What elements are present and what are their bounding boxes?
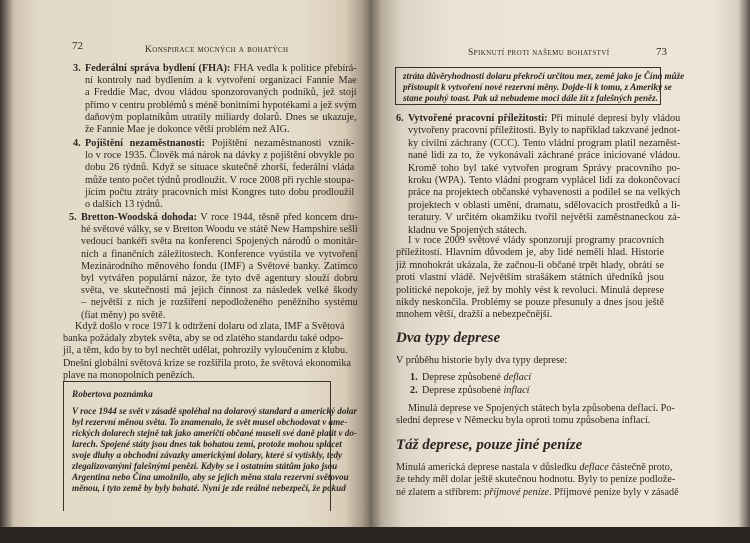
text-line: [396, 235, 664, 247]
list-item-body: [81, 212, 358, 322]
text-line: [396, 403, 675, 415]
text-run: daňovým poplatníkům utratily miliardy dolarů. Dnes se ukazuje,: [85, 111, 357, 123]
text-run: Deprese způsobené: [422, 372, 504, 383]
text-line: [408, 187, 680, 199]
paragraph: [63, 321, 351, 382]
text-run: stane pouhý toast. Pak už nebudeme moci dále žít z falešných peněz.: [403, 93, 658, 103]
text-line: [81, 224, 358, 236]
list-number: 6.: [396, 113, 404, 124]
text-run: Když došlo v roce 1971 k odtržení dolaru od zlata, IMF a Světová: [75, 321, 345, 332]
text-run: lo v roce 1935. Člověk má nárok na dávky z pojištění obvykle po: [85, 150, 355, 162]
list-number: 4.: [73, 138, 81, 149]
text-line: [408, 113, 680, 125]
note-title: Robertova poznámka: [72, 390, 153, 400]
text-line: [396, 272, 664, 284]
italic-term: deflace: [579, 462, 609, 473]
text-run: svoje dluhy a obchodní závazky americkými dolary, které si vytiskly, tedy: [72, 450, 343, 460]
text-run: byl vytvářen populární názor, že tyto dvě agentury slouží dobru: [81, 273, 358, 285]
text-line: [396, 474, 676, 486]
text-line: [85, 162, 354, 174]
text-run: může tento počet týdnů prodloužit. V roce 2008 při rychle stoupa-: [85, 174, 355, 186]
text-run: byl rezervní měnou světa. To znamenalo, že svět musel obchodovat v ame-: [72, 417, 348, 427]
text-run: larech. Spojené státy jsou dnes tak bohatou zemí, protože mohou splácet: [72, 439, 342, 449]
text-run: měnou, i tyto země by byly bohaté. Nyní je zde reálné nebezpečí, že pokud: [72, 483, 346, 493]
text-run: již mnohokrát ukázala, že začnou-li občané trpět hlady, obrátí se: [396, 259, 664, 271]
text-line: [81, 297, 358, 309]
text-run: ních a finančních záležitostech. Konference vyústila ve vytvoření: [81, 248, 358, 260]
text-run: vedoucí bankéři světa na konferenci Spojených národů o monitár-: [81, 236, 358, 248]
running-head: Spiknutí proti našemu bohatství: [468, 48, 610, 58]
text-run: nané lidi za to, že vykonávali záchrané práce iniciované vládou.: [408, 150, 681, 162]
text-run: a Freddie Mac, dvou vládou sponzorovaných podniků, jež stojí: [85, 87, 357, 99]
text-run: částečně proto,: [608, 462, 673, 473]
list-item-6: [396, 113, 681, 237]
text-line: [85, 187, 354, 199]
bold-term: Bretton-Woodská dohoda:: [81, 212, 198, 223]
text-run: Minulá deprese ve Spojených státech byla způsobena deflací. Po-: [408, 403, 675, 414]
text-run: dobu 26 týdnů. Když se situace skutečně zhorší, federální vláda: [85, 162, 355, 174]
text-line: [72, 439, 342, 450]
text-line: [396, 297, 664, 309]
text-run: – největší z nich je rozšíření nepodloženého peněžního systému: [81, 297, 358, 309]
text-run: hé světové války, se v Bretton Woodu ve státě New Hampshire sešli: [81, 224, 358, 236]
list-item-body: [422, 385, 610, 397]
text-run: práce na projektech občanské vybavenosti a podílel se na velkých: [408, 187, 681, 199]
right-page: [372, 0, 750, 527]
text-run: rických dolarech stejně tak jako američtí občané museli své daně platit v do-: [72, 428, 357, 438]
text-run: proti vlastní vládě. Největším strašákem státních úředníků jsou: [396, 272, 664, 284]
list-number: 2.: [410, 385, 418, 396]
paragraph: [396, 462, 679, 499]
text-line: [63, 321, 345, 333]
text-line: [81, 212, 358, 224]
list-item-body: [408, 113, 680, 237]
text-run: nikdy neskončila. Problémy se pouze přesunuly a dnes jsou ještě: [396, 297, 664, 309]
text-line: [72, 417, 348, 428]
bold-term: Pojištění nezaměstnanosti:: [85, 138, 205, 149]
text-line: [85, 100, 357, 112]
text-run: . Příjmové peníze byly v zásadě: [549, 486, 679, 498]
text-run: Kromě toho byl také vytvořen program Správy pracovního po-: [408, 162, 681, 174]
text-line: [81, 310, 358, 322]
text-line: [408, 125, 680, 137]
text-run: politické nepokoje, jež by mohly vést k revoluci. Minulá deprese: [396, 284, 664, 296]
text-line: [72, 472, 349, 483]
text-line: [396, 355, 664, 367]
text-run: že Fannie Mae je dokonce větší problém než AIG.: [85, 124, 290, 136]
text-run: V roce 1944 se svět v zásadě spoléhal na dolarový standard a americký dolar: [72, 406, 358, 416]
text-line: [408, 163, 680, 175]
text-run: vytvořeny pracovní příležitosti. Byly to například takzvané jednot-: [408, 125, 681, 137]
page-number: 73: [656, 46, 667, 58]
text-line: [63, 345, 348, 357]
note-box: [63, 381, 358, 511]
text-line: [81, 273, 358, 285]
text-line: [63, 333, 344, 345]
list-item-5: [69, 212, 358, 322]
list-number: 5.: [69, 212, 77, 223]
text-line: [396, 462, 673, 474]
text-run: kladnu ve Spojených státech.: [408, 224, 527, 236]
text-line: [81, 285, 358, 297]
text-line: [72, 461, 338, 472]
text-line: [408, 212, 680, 224]
text-run: mnohem větší, dražší a nebezpečnější.: [396, 309, 553, 321]
paragraph: [396, 403, 675, 428]
text-line: [85, 87, 357, 99]
text-line: [81, 261, 358, 273]
text-run: o dalších 13 týdnů.: [85, 199, 163, 211]
section-heading: Dva typy deprese: [396, 330, 501, 346]
text-run: FHA vedla k politice přebírá-: [230, 63, 357, 74]
bold-term: Federální správa bydlení (FHA):: [85, 63, 231, 74]
italic-term: příjmové peníze: [484, 486, 550, 498]
text-run: V průběhu historie byly dva typy deprese:: [396, 355, 568, 366]
bold-term: Vytvořené pracovní příležitosti:: [408, 113, 548, 124]
text-run: (fiat měny) po světě.: [81, 309, 166, 321]
text-run: jil, a těm, kdo by to byl nechtět udělat, pohrozily vyloučením z klubu.: [63, 345, 348, 357]
text-run: plave na monopolních penězích.: [63, 369, 195, 381]
list-number: 3.: [73, 63, 81, 74]
section-heading: Táž deprese, pouze jiné peníze: [396, 437, 583, 453]
text-run: V roce 1944, těsně před koncem dru-: [197, 212, 358, 223]
paragraph: [396, 355, 664, 367]
text-run: zlegalizovanými falešnými penězi. Kdyby se i ostatním státům jako jsou: [72, 461, 338, 471]
text-line: [63, 357, 351, 370]
text-line: [81, 236, 358, 248]
text-run: I v roce 2009 světové vlády sponzorují programy pracovních: [408, 235, 664, 246]
text-run: ztráta důvěryhodnosti dolaru překročí určitou mez, země jako je Čína může: [403, 71, 685, 81]
text-line: [85, 124, 357, 136]
text-run: jícím počtu ztráty pracovních míst Kongres tuto dobu prodloužil: [85, 186, 355, 198]
running-head: Konspirace mocných a bohatých: [145, 45, 289, 55]
left-page: [0, 0, 372, 527]
text-line: [85, 63, 357, 75]
text-line: [81, 249, 358, 261]
list-item-body: [85, 138, 354, 211]
text-line: [85, 75, 357, 87]
text-line: [396, 260, 664, 272]
text-run: teratury. V určitém okamžiku tvořil největší zaměstnaneckou zá-: [408, 212, 681, 224]
list-item-body: [85, 63, 357, 136]
text-run: slední deprese v Německu byla oproti tomu způsobena inflací.: [396, 415, 651, 427]
text-line: [408, 150, 680, 162]
text-run: ní kontroly nad bydlením a k vytvoření organizací Fannie Mae: [85, 75, 357, 87]
text-run: Při minulé depresi byly vládou: [547, 113, 681, 124]
text-line: [403, 93, 658, 104]
text-run: Mezinárodního měnového fondu (IMF) a Světové banky. Zatímco: [81, 260, 358, 272]
list-number: 1.: [410, 372, 418, 383]
italic-term: deflací: [503, 372, 532, 383]
text-run: že tehdy měl dolar ještě skutečnou hodnotu. Byly to peníze podlože-: [396, 474, 676, 486]
text-line: [72, 483, 346, 494]
text-run: přímo v centru problémů s méně bonitními hypotékami a jež svým: [85, 99, 357, 111]
text-line: [85, 199, 354, 211]
text-line: [72, 428, 357, 439]
text-run: přistoupit k vytvoření nové rezervní měny. Dojde-li k tomu, z Ameriky se: [403, 82, 672, 92]
text-line: [408, 200, 680, 212]
paragraph: [396, 235, 664, 322]
text-line: [396, 309, 664, 321]
text-line: [408, 175, 680, 187]
text-run: příležitostí. Hlavním důvodem je, aby lidé neměli hlad. Historie: [396, 247, 664, 259]
text-run: světa, ve skutečnosti má jejich činnost za následek velké škody: [81, 285, 358, 297]
list-item-2: [410, 385, 610, 397]
text-run: Argentina nebo Čína umožnilo, aby se jejich měna stala rezervní světovou: [72, 472, 349, 482]
text-line: [422, 385, 610, 397]
list-item-4: [73, 138, 355, 211]
text-line: [396, 415, 662, 427]
text-line: [403, 71, 685, 82]
text-line: [85, 175, 354, 187]
list-item-3: [73, 63, 357, 136]
text-run: kroku (WPA). Tento vládní program vyplácel lidi za dokončovací: [408, 175, 681, 187]
text-run: banka požádaly zbytek světa, aby se od zlatého standardu také odpo-: [63, 333, 344, 345]
text-line: [396, 285, 664, 297]
text-run: Deprese způsobené: [422, 385, 504, 396]
text-line: [72, 450, 343, 461]
text-run: né zlatem a stříbrem:: [396, 486, 485, 498]
text-run: ky civilní záchrany (CCC). Tento vládní program platil nezaměst-: [408, 137, 681, 149]
text-line: [85, 112, 357, 124]
note-box-continued: [395, 67, 685, 105]
text-run: projektech v oblasti umění, dramatu, sdělovacích prostředků a li-: [408, 199, 681, 211]
text-line: [408, 138, 680, 150]
page-number: 72: [72, 40, 83, 52]
text-line: [422, 372, 610, 384]
text-line: [396, 486, 679, 499]
text-line: [85, 138, 354, 150]
text-line: [85, 150, 354, 162]
italic-term: inflací: [503, 385, 530, 396]
text-run: Minulá americká deprese nastala v důsledku: [396, 462, 580, 473]
text-line: [403, 82, 672, 93]
text-run: Dnešní globální světová krize se rozšířila proto, že světová ekonomika: [63, 357, 351, 369]
list-item-1: [410, 372, 610, 384]
text-line: [396, 247, 664, 259]
text-run: Pojištění nezaměstnanosti vznik-: [204, 138, 355, 149]
text-line: [72, 406, 358, 417]
list-item-body: [422, 372, 610, 384]
